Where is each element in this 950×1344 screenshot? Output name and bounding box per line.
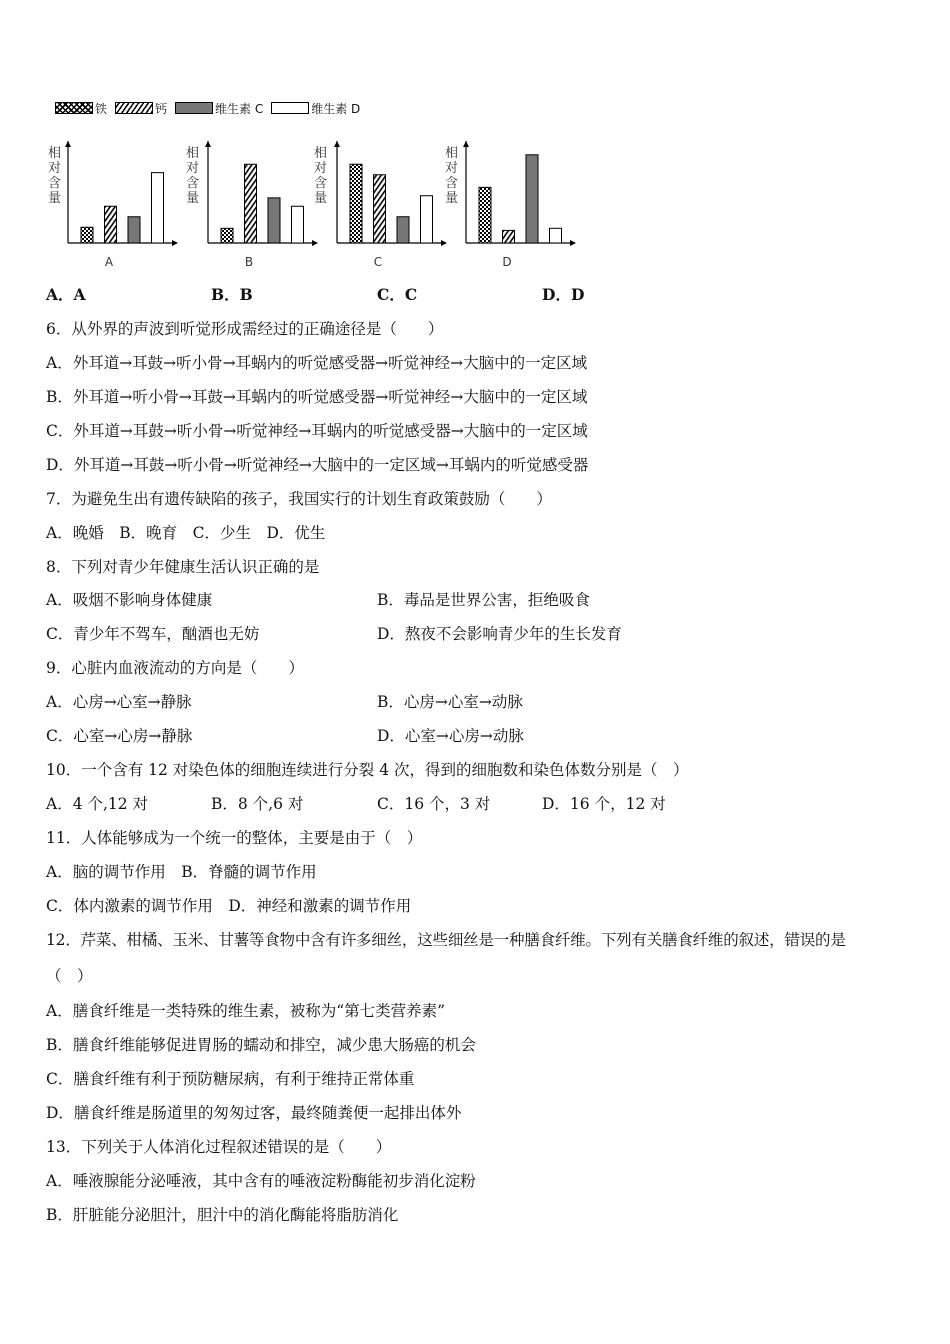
chart-d-bar-iron (479, 187, 491, 243)
q11-stem: 11．人体能够成为一个统一的整体，主要是由于（ ） (46, 829, 423, 847)
legend-label-iron: 铁 (95, 101, 108, 116)
q10-option-a[interactable]: A．4 个,12 对 (46, 795, 149, 813)
legend-label-calcium: 钙 (155, 101, 168, 116)
chart-d-x-arrow (570, 240, 576, 246)
chart-a-bar-vitc (128, 217, 140, 243)
q10-option-c[interactable]: C．16 个，3 对 (377, 795, 491, 813)
q8-option-a[interactable]: A．吸烟不影响身体健康 (46, 591, 213, 609)
q12-answer-paren: （ ） (46, 967, 93, 985)
chart-b-title: B (244, 255, 254, 269)
q6-option-b[interactable]: B．外耳道→听小骨→耳鼓→耳蜗内的听觉感受器→听觉神经→大脑中的一定区域 (46, 388, 588, 406)
q13-option-b[interactable]: B．肝脏能分泌胆汁，胆汁中的消化酶能将脂肪消化 (46, 1206, 399, 1224)
q6-stem: 6．从外界的声波到听觉形成需经过的正确途径是（ ） (46, 320, 444, 338)
q12-option-a[interactable]: A．膳食纤维是一类特殊的维生素，被称为“第七类营养素” (46, 1002, 446, 1020)
q8-option-d[interactable]: D．熬夜不会影响青少年的生长发育 (377, 625, 622, 643)
chart-d-title: D (502, 255, 512, 269)
q12-stem: 12．芹菜、柑橘、玉米、甘薯等食物中含有许多细丝，这些细丝是一种膳食纤维。下列有关膳食纤维的叙述，错误的是 (46, 931, 846, 949)
q8-option-b[interactable]: B．毒品是世界公害，拒绝吸食 (377, 591, 590, 609)
bar-charts-figure (0, 0, 950, 280)
chart-b-y-arrow (205, 141, 211, 147)
q5-option-c[interactable]: C．C (377, 285, 418, 304)
q9-option-b[interactable]: B．心房→心室→动脉 (377, 693, 523, 711)
chart-a-bar-vitd (152, 173, 164, 243)
chart-a-bar-iron (81, 227, 93, 243)
chart-b-bar-iron (221, 228, 233, 243)
chart-d-bar-calcium (503, 230, 515, 243)
q13-option-a[interactable]: A．唾液腺能分泌唾液，其中含有的唾液淀粉酶能初步消化淀粉 (46, 1172, 476, 1190)
q11-options-line2[interactable]: C．体内激素的调节作用 D．神经和激素的调节作用 (46, 897, 412, 915)
legend-label-vitc: 维生素 C (215, 101, 264, 116)
q8-option-c[interactable]: C．青少年不驾车，酗酒也无妨 (46, 625, 260, 643)
q10-option-d[interactable]: D．16 个，12 对 (542, 795, 666, 813)
chart-c-bar-vitd (421, 196, 433, 243)
chart-d-bar-vitc (526, 155, 538, 243)
chart-c-bar-calcium (374, 175, 386, 243)
q8-stem: 8．下列对青少年健康生活认识正确的是 (46, 558, 320, 576)
q12-option-b[interactable]: B．膳食纤维能够促进胃肠的蠕动和排空，减少患大肠癌的机会 (46, 1036, 476, 1054)
chart-c-bar-vitc (397, 217, 409, 243)
chart-a-y-arrow (65, 141, 71, 147)
chart-a-title: A (104, 255, 114, 269)
q10-stem: 10．一个含有 12 对染色体的细胞连续进行分裂 4 次，得到的细胞数和染色体数分别是（ ） (46, 761, 689, 779)
q10-option-b[interactable]: B．8 个,6 对 (211, 795, 304, 813)
q6-option-c[interactable]: C．外耳道→耳鼓→听小骨→听觉神经→耳蜗内的听觉感受器→大脑中的一定区域 (46, 422, 588, 440)
chart-a-x-arrow (172, 240, 178, 246)
q9-option-a[interactable]: A．心房→心室→静脉 (46, 693, 192, 711)
chart-b-ylabel: 相对含量 (186, 146, 200, 206)
q9-option-c[interactable]: C．心室→心房→静脉 (46, 727, 193, 745)
q11-options-line1[interactable]: A．脑的调节作用 B．脊髓的调节作用 (46, 863, 317, 881)
q12-option-c[interactable]: C．膳食纤维有利于预防糖尿病，有利于维持正常体重 (46, 1070, 415, 1088)
q7-options[interactable]: A．晚婚 B．晚育 C．少生 D．优生 (46, 524, 326, 542)
q5-option-a[interactable]: A．A (46, 285, 86, 304)
chart-c-bar-iron (350, 164, 362, 243)
q5-option-d[interactable]: D．D (542, 285, 585, 304)
q6-option-a[interactable]: A．外耳道→耳鼓→听小骨→耳蜗内的听觉感受器→听觉神经→大脑中的一定区域 (46, 354, 588, 372)
q13-stem: 13．下列关于人体消化过程叙述错误的是（ ） (46, 1138, 392, 1156)
chart-c-title: C (373, 255, 383, 269)
q5-option-b[interactable]: B．B (211, 285, 253, 304)
chart-a-bar-calcium (105, 206, 117, 243)
chart-b-x-arrow (312, 240, 318, 246)
q6-option-d[interactable]: D．外耳道→耳鼓→听小骨→听觉神经→大脑中的一定区域→耳蜗内的听觉感受器 (46, 456, 589, 474)
chart-a-ylabel: 相对含量 (48, 146, 62, 206)
q9-stem: 9．心脏内血液流动的方向是（ ） (46, 659, 304, 677)
q9-option-d[interactable]: D．心室→心房→动脉 (377, 727, 524, 745)
chart-b-bar-vitd (292, 206, 304, 243)
chart-c-x-arrow (441, 240, 447, 246)
q12-option-d[interactable]: D．膳食纤维是肠道里的匆匆过客，最终随粪便一起排出体外 (46, 1104, 462, 1122)
chart-c-y-arrow (334, 141, 340, 147)
chart-b-bar-calcium (245, 164, 257, 243)
chart-d-y-arrow (463, 141, 469, 147)
chart-b-bar-vitc (268, 198, 280, 243)
legend-label-vitd: 维生素 D (311, 101, 361, 116)
chart-c-ylabel: 相对含量 (314, 146, 328, 206)
chart-d-bar-vitd (550, 228, 562, 243)
chart-d-ylabel: 相对含量 (445, 146, 459, 206)
q7-stem: 7．为避免生出有遗传缺陷的孩子，我国实行的计划生育政策鼓励（ ） (46, 490, 552, 508)
